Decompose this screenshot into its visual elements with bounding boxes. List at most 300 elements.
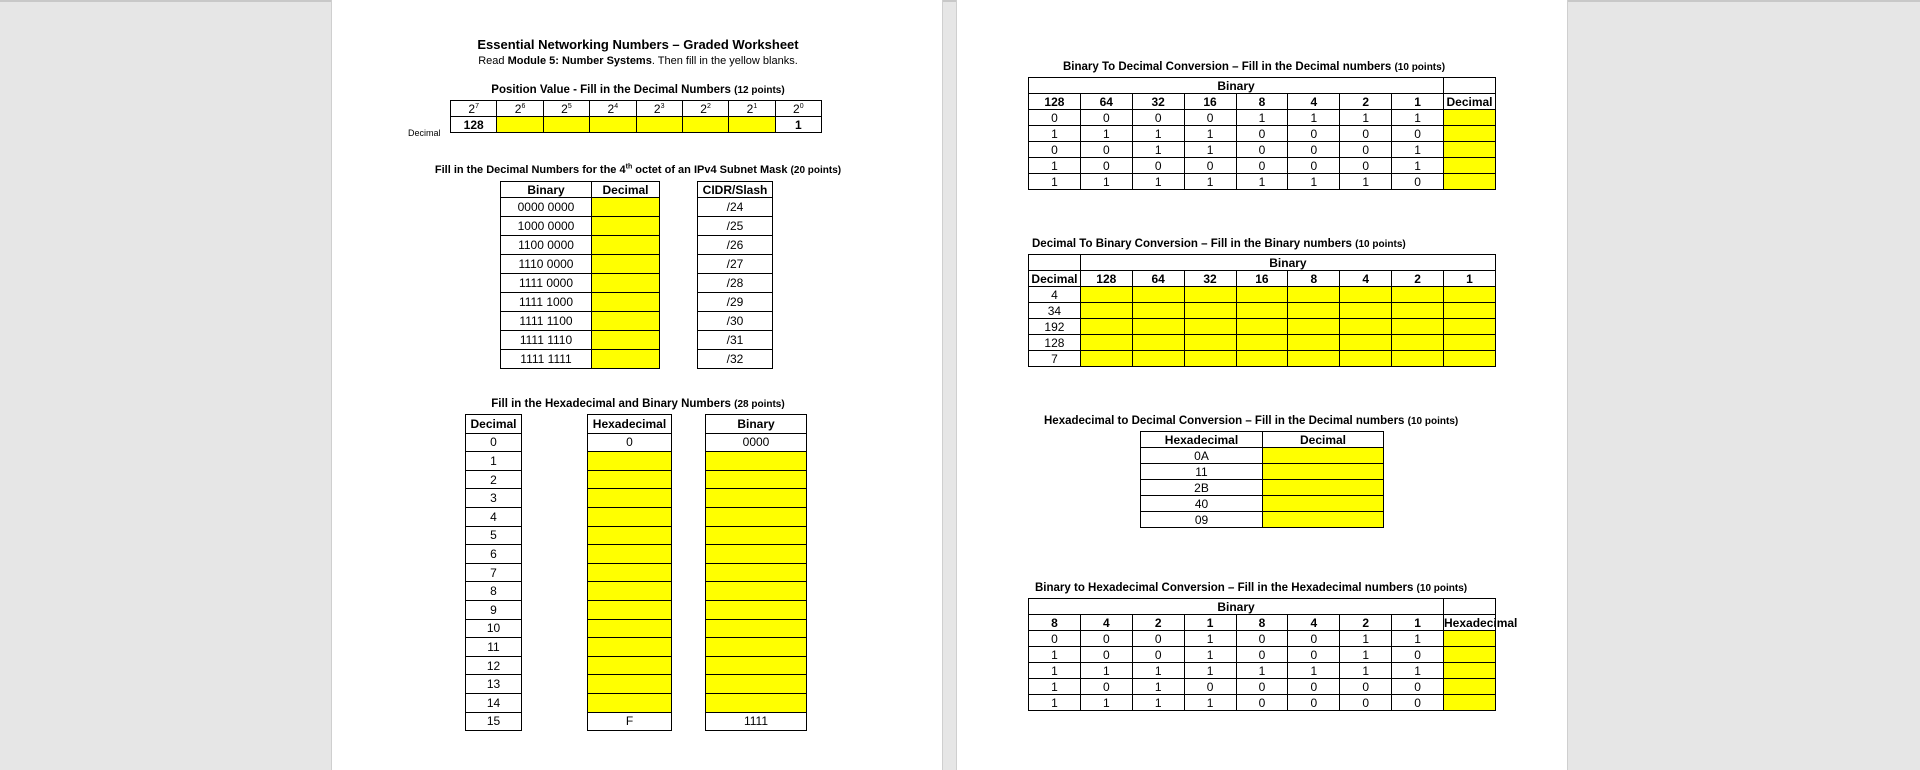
blank-hex-cell[interactable] <box>588 600 672 619</box>
bit-weight-header: 16 <box>1236 271 1288 287</box>
blank-bit-cell[interactable] <box>1184 287 1236 303</box>
base: 2 <box>561 101 568 116</box>
blank-hex-cell[interactable] <box>588 563 672 582</box>
blank-hex-cell[interactable] <box>588 489 672 508</box>
col-header-hexadecimal: Hexadecimal <box>1141 432 1263 448</box>
bit-cell: 0 <box>1340 158 1392 174</box>
blank-hex-cell[interactable] <box>588 619 672 638</box>
blank-binary-cell[interactable] <box>706 489 807 508</box>
blank-hex-cell[interactable] <box>588 675 672 694</box>
blank-decimal-cell[interactable] <box>592 350 660 369</box>
blank-hex-cell[interactable] <box>588 693 672 712</box>
blank-decimal-cell[interactable] <box>592 255 660 274</box>
bit-cell: 1 <box>1340 631 1392 647</box>
blank-decimal-cell[interactable] <box>1444 126 1496 142</box>
blank-binary-cell[interactable] <box>706 563 807 582</box>
cidr-cell: /27 <box>698 255 773 274</box>
blank-binary-cell[interactable] <box>706 600 807 619</box>
exponent: 3 <box>660 102 665 110</box>
bit-cell: 1 <box>1184 174 1236 190</box>
table-row <box>588 470 672 489</box>
decimal-cell: 12 <box>466 656 522 675</box>
table-row <box>466 489 522 508</box>
bit-cell: 0 <box>1080 158 1132 174</box>
blank-bit-cell[interactable] <box>1236 319 1288 335</box>
group-header-binary: Binary <box>1029 599 1444 615</box>
decimal-cell: 6 <box>466 545 522 564</box>
col-header-hexadecimal: Hexadecimal <box>588 415 672 434</box>
bit-cell: 1 <box>1184 142 1236 158</box>
table-row <box>1029 335 1496 351</box>
table-row <box>1029 287 1496 303</box>
binary-cell: 0000 <box>706 433 807 452</box>
table-row <box>706 526 807 545</box>
table-row <box>706 675 807 694</box>
exponent: 1 <box>753 102 758 110</box>
blank-decimal-cell[interactable] <box>592 293 660 312</box>
bit-cell: 0 <box>1080 647 1132 663</box>
blank-bit-cell[interactable] <box>1132 303 1184 319</box>
blank-bit-cell[interactable] <box>1080 319 1132 335</box>
blank-bit-cell[interactable] <box>1288 351 1340 367</box>
blank-bit-cell[interactable] <box>1132 335 1184 351</box>
cidr-cell: /28 <box>698 274 773 293</box>
blank-binary-cell[interactable] <box>706 693 807 712</box>
table-row <box>588 712 672 731</box>
blank-bit-cell[interactable] <box>1340 335 1392 351</box>
table-row <box>1029 126 1496 142</box>
blank-bit-cell[interactable] <box>1392 319 1444 335</box>
bit-cell: 0 <box>1236 679 1288 695</box>
blank-bit-cell[interactable] <box>1392 303 1444 319</box>
blank-binary-cell[interactable] <box>706 638 807 657</box>
table-row <box>501 255 660 274</box>
bit-cell: 1 <box>1392 110 1444 126</box>
blank-bit-cell[interactable] <box>1288 303 1340 319</box>
blank-decimal-cell[interactable] <box>1263 512 1384 528</box>
decimal-cell: 1 <box>466 452 522 471</box>
bit-cell: 0 <box>1340 142 1392 158</box>
table-row <box>1029 679 1496 695</box>
decimal-cell: 3 <box>466 489 522 508</box>
decimal-cell: 7 <box>1029 351 1081 367</box>
blank-decimal-cell[interactable] <box>592 198 660 217</box>
blank-bit-cell[interactable] <box>1236 287 1288 303</box>
worksheet-page-1 <box>331 0 943 770</box>
bit-cell: 0 <box>1132 158 1184 174</box>
blank-binary-cell[interactable] <box>706 619 807 638</box>
blank-bit-cell[interactable] <box>1288 319 1340 335</box>
table-row <box>466 433 522 452</box>
blank-decimal-cell[interactable] <box>636 117 682 133</box>
table-row <box>466 470 522 489</box>
base: 2 <box>653 101 661 116</box>
table-row <box>588 526 672 545</box>
bit-cell: 1 <box>1029 695 1081 711</box>
power-of-two-header <box>590 101 636 117</box>
table-row <box>698 293 773 312</box>
bit-cell: 0 <box>1236 631 1288 647</box>
cidr-cell: /30 <box>698 312 773 331</box>
hex-binary-decimal-column <box>465 414 522 731</box>
table-row <box>466 619 522 638</box>
base: 2 <box>514 101 522 116</box>
blank-bit-cell[interactable] <box>1340 303 1392 319</box>
bit-cell: 0 <box>1236 158 1288 174</box>
table-row <box>1141 464 1384 480</box>
blank-bit-cell[interactable] <box>1184 351 1236 367</box>
bit-cell: 1 <box>1132 695 1184 711</box>
power-of-two-header <box>451 101 497 117</box>
decimal-cell: 0 <box>466 433 522 452</box>
col-header-cidr: CIDR/Slash <box>698 182 773 198</box>
worksheet-title: Essential Networking Numbers – Graded Worksheet <box>477 37 799 52</box>
subnet-mask-table <box>500 181 660 369</box>
table-row <box>706 693 807 712</box>
base: 2 <box>793 101 800 116</box>
table-row <box>588 675 672 694</box>
blank-decimal-cell[interactable] <box>592 312 660 331</box>
bit-weight-header: 32 <box>1132 94 1184 110</box>
blank-hex-cell[interactable] <box>588 507 672 526</box>
bit-cell: 0 <box>1288 679 1340 695</box>
hex-cell: 09 <box>1141 512 1263 528</box>
blank-binary-cell[interactable] <box>706 507 807 526</box>
col-header-decimal: Decimal <box>1444 94 1496 110</box>
blank-decimal-cell[interactable] <box>1263 480 1384 496</box>
bit-weight-header: 2 <box>1340 615 1392 631</box>
bin-to-hex-title: Binary to Hexadecimal Conversion – Fill in the Hexadecimal numbers (10 points) <box>1035 582 1468 594</box>
table-row <box>466 582 522 601</box>
blank-bit-cell[interactable] <box>1080 351 1132 367</box>
table-row <box>588 507 672 526</box>
table-row <box>706 656 807 675</box>
cidr-cell: /25 <box>698 217 773 236</box>
blank-hex-cell[interactable] <box>588 452 672 471</box>
exponent: 2 <box>706 102 711 110</box>
table-row <box>698 331 773 350</box>
blank-decimal-cell[interactable] <box>682 117 728 133</box>
bit-cell: 1 <box>1132 142 1184 158</box>
blank-binary-cell[interactable] <box>706 582 807 601</box>
bit-cell: 0 <box>1288 695 1340 711</box>
bit-cell: 1 <box>1392 631 1444 647</box>
bin-to-dec-title: Binary To Decimal Conversion – Fill in the Decimal numbers (10 points) <box>1063 61 1446 73</box>
blank-hex-cell[interactable] <box>588 638 672 657</box>
bit-weight-header: 16 <box>1184 94 1236 110</box>
table-row <box>466 545 522 564</box>
bit-cell: 1 <box>1340 174 1392 190</box>
bit-cell: 1 <box>1029 158 1081 174</box>
blank-decimal-cell[interactable] <box>543 117 589 133</box>
binary-cell: 1111 1100 <box>501 312 592 331</box>
blank-decimal-cell[interactable] <box>592 331 660 350</box>
bit-cell: 0 <box>1288 142 1340 158</box>
bit-cell: 1 <box>1184 695 1236 711</box>
bit-cell: 1 <box>1236 174 1288 190</box>
bit-weight-header: 8 <box>1236 94 1288 110</box>
bit-weight-header: 32 <box>1184 271 1236 287</box>
bit-cell: 1 <box>1184 663 1236 679</box>
subnet-mask-title: Fill in the Decimal Numbers for the 4th octet of an IPv4 Subnet Mask (20 points) <box>434 163 842 176</box>
table-row <box>698 198 773 217</box>
blank-decimal-cell[interactable] <box>1444 174 1496 190</box>
table-row <box>1141 448 1384 464</box>
hex-binary-title: Fill in the Hexadecimal and Binary Numbers (28 points) <box>491 398 785 410</box>
blank-binary-cell[interactable] <box>706 656 807 675</box>
blank-binary-cell[interactable] <box>706 545 807 564</box>
decimal-cell: 8 <box>466 582 522 601</box>
blank-bit-cell[interactable] <box>1080 335 1132 351</box>
bit-cell: 1 <box>1392 663 1444 679</box>
blank-hex-cell[interactable] <box>588 526 672 545</box>
worksheet-page-2 <box>956 0 1568 770</box>
table-row <box>588 433 672 452</box>
bit-cell: 1 <box>1236 663 1288 679</box>
hex-to-dec-title: Hexadecimal to Decimal Conversion – Fill in the Decimal numbers (10 points) <box>1044 415 1459 427</box>
bit-cell: 0 <box>1236 126 1288 142</box>
bit-weight-header: 8 <box>1029 615 1081 631</box>
binary-cell: 1110 0000 <box>501 255 592 274</box>
dec-to-bin-table <box>1028 254 1496 367</box>
bit-weight-header: 2 <box>1340 94 1392 110</box>
blank-bit-cell[interactable] <box>1288 335 1340 351</box>
blank-decimal-cell[interactable] <box>590 117 636 133</box>
bit-cell: 1 <box>1080 695 1132 711</box>
table-row <box>698 217 773 236</box>
blank-hex-cell[interactable] <box>1444 679 1496 695</box>
table-row <box>501 274 660 293</box>
col-header-decimal: Decimal <box>592 182 660 198</box>
bit-weight-header: 64 <box>1132 271 1184 287</box>
blank-hex-cell[interactable] <box>1444 647 1496 663</box>
col-header-binary: Binary <box>706 415 807 434</box>
binary-cell: 1111 1110 <box>501 331 592 350</box>
hex-binary-hex-column <box>587 414 672 731</box>
table-row <box>1029 303 1496 319</box>
bit-cell: 1 <box>1184 631 1236 647</box>
blank-decimal-cell[interactable] <box>729 117 775 133</box>
bit-cell: 0 <box>1288 126 1340 142</box>
bit-cell: 0 <box>1392 647 1444 663</box>
blank-bit-cell[interactable] <box>1184 303 1236 319</box>
blank-hex-cell[interactable] <box>1444 631 1496 647</box>
blank-decimal-cell[interactable] <box>1444 110 1496 126</box>
blank-decimal-cell[interactable] <box>592 236 660 255</box>
bit-cell: 0 <box>1340 126 1392 142</box>
blank-bit-cell[interactable] <box>1080 303 1132 319</box>
blank-bit-cell[interactable] <box>1236 335 1288 351</box>
position-value-table <box>450 100 822 133</box>
power-of-two-header <box>636 101 682 117</box>
table-row <box>501 217 660 236</box>
blank-bit-cell[interactable] <box>1340 319 1392 335</box>
blank-decimal-cell[interactable] <box>1444 142 1496 158</box>
blank-binary-cell[interactable] <box>706 526 807 545</box>
blank-decimal-cell[interactable] <box>1263 496 1384 512</box>
table-row <box>1029 319 1496 335</box>
bit-cell: 0 <box>1184 158 1236 174</box>
power-of-two-header <box>682 101 728 117</box>
table-row <box>501 331 660 350</box>
decimal-cell: 34 <box>1029 303 1081 319</box>
bit-cell: 1 <box>1029 647 1081 663</box>
decimal-cell: 7 <box>466 563 522 582</box>
blank-decimal-cell[interactable] <box>592 217 660 236</box>
table-row <box>588 452 672 471</box>
bit-cell: 0 <box>1080 142 1132 158</box>
blank-hex-cell[interactable] <box>588 545 672 564</box>
bit-cell: 1 <box>1029 174 1081 190</box>
bit-weight-header: 4 <box>1340 271 1392 287</box>
blank-bit-cell[interactable] <box>1288 287 1340 303</box>
table-row <box>698 255 773 274</box>
col-header-decimal: Decimal <box>1263 432 1384 448</box>
bit-cell: 0 <box>1080 679 1132 695</box>
bit-cell: 1 <box>1340 110 1392 126</box>
table-row <box>466 693 522 712</box>
bit-cell: 1 <box>1029 663 1081 679</box>
blank-binary-cell[interactable] <box>706 452 807 471</box>
bit-cell: 0 <box>1288 647 1340 663</box>
bit-cell: 0 <box>1236 695 1288 711</box>
blank-bit-cell[interactable] <box>1444 287 1496 303</box>
blank-bit-cell[interactable] <box>1392 351 1444 367</box>
table-row <box>706 507 807 526</box>
bit-cell: 0 <box>1029 631 1081 647</box>
table-row <box>1029 158 1496 174</box>
blank-bit-cell[interactable] <box>1392 335 1444 351</box>
bit-cell: 1 <box>1340 663 1392 679</box>
blank-decimal-cell[interactable] <box>592 274 660 293</box>
blank-decimal-cell[interactable] <box>1444 158 1496 174</box>
power-of-two-header <box>729 101 775 117</box>
table-row <box>706 712 807 731</box>
bit-cell: 1 <box>1236 110 1288 126</box>
blank-hex-cell[interactable] <box>1444 695 1496 711</box>
bit-cell: 1 <box>1392 158 1444 174</box>
col-header-binary: Binary <box>501 182 592 198</box>
cidr-cell: /32 <box>698 350 773 369</box>
bit-weight-header: 1 <box>1184 615 1236 631</box>
exponent: 7 <box>475 102 479 110</box>
blank-decimal-cell[interactable] <box>1263 464 1384 480</box>
bit-weight-header: 8 <box>1236 615 1288 631</box>
blank-bit-cell[interactable] <box>1236 351 1288 367</box>
hex-cell: 11 <box>1141 464 1263 480</box>
bit-cell: 1 <box>1288 110 1340 126</box>
blank-hex-cell[interactable] <box>588 656 672 675</box>
table-row <box>1029 695 1496 711</box>
table-row <box>588 563 672 582</box>
blank-binary-cell[interactable] <box>706 470 807 489</box>
blank-hex-cell[interactable] <box>588 582 672 601</box>
table-row <box>698 274 773 293</box>
table-row <box>1029 663 1496 679</box>
bit-weight-header: 1 <box>1444 271 1496 287</box>
table-row <box>706 470 807 489</box>
blank-decimal-cell[interactable] <box>1263 448 1384 464</box>
table-row <box>698 236 773 255</box>
blank-bit-cell[interactable] <box>1184 335 1236 351</box>
table-row <box>1029 351 1496 367</box>
binary-cell: 1111 1111 <box>501 350 592 369</box>
table-row <box>501 293 660 312</box>
bit-cell: 1 <box>1080 663 1132 679</box>
hex-cell: 40 <box>1141 496 1263 512</box>
bit-cell: 1 <box>1132 663 1184 679</box>
table-row <box>501 198 660 217</box>
decimal-cell: 4 <box>1029 287 1081 303</box>
blank-bit-cell[interactable] <box>1444 351 1496 367</box>
blank-binary-cell[interactable] <box>706 675 807 694</box>
blank-bit-cell[interactable] <box>1392 287 1444 303</box>
bit-cell: 1 <box>1080 174 1132 190</box>
binary-cell: 1100 0000 <box>501 236 592 255</box>
bit-cell: 1 <box>1029 679 1081 695</box>
decimal-cell: 14 <box>466 693 522 712</box>
blank-hex-cell[interactable] <box>1444 663 1496 679</box>
table-row <box>1029 142 1496 158</box>
blank-bit-cell[interactable] <box>1184 319 1236 335</box>
blank-bit-cell[interactable] <box>1080 287 1132 303</box>
table-row <box>501 350 660 369</box>
table-row <box>698 350 773 369</box>
blank-bit-cell[interactable] <box>1132 287 1184 303</box>
blank-bit-cell[interactable] <box>1132 351 1184 367</box>
decimal-cell: 2 <box>466 470 522 489</box>
table-row <box>466 563 522 582</box>
col-header-decimal: Decimal <box>466 415 522 434</box>
decimal-cell: 128 <box>1029 335 1081 351</box>
group-header-binary: Binary <box>1080 255 1495 271</box>
table-row <box>466 712 522 731</box>
blank-bit-cell[interactable] <box>1444 335 1496 351</box>
blank-bit-cell[interactable] <box>1340 287 1392 303</box>
decimal-value-cell: 1 <box>775 117 821 133</box>
blank-bit-cell[interactable] <box>1236 303 1288 319</box>
bit-cell: 0 <box>1236 647 1288 663</box>
table-row <box>466 452 522 471</box>
base: 2 <box>607 101 615 116</box>
blank-bit-cell[interactable] <box>1444 303 1496 319</box>
bit-cell: 0 <box>1288 158 1340 174</box>
cidr-cell: /29 <box>698 293 773 312</box>
position-value-row-label: Decimal <box>408 128 441 138</box>
blank-bit-cell[interactable] <box>1132 319 1184 335</box>
bit-cell: 1 <box>1132 174 1184 190</box>
table-row <box>1029 174 1496 190</box>
bit-cell: 0 <box>1392 126 1444 142</box>
blank-hex-cell[interactable] <box>588 470 672 489</box>
bit-cell: 0 <box>1029 110 1081 126</box>
blank-bit-cell[interactable] <box>1340 351 1392 367</box>
table-row <box>501 312 660 331</box>
table-row <box>466 656 522 675</box>
bit-cell: 1 <box>1184 126 1236 142</box>
blank-decimal-cell[interactable] <box>497 117 543 133</box>
decimal-value-cell: 128 <box>451 117 497 133</box>
decimal-cell: 9 <box>466 600 522 619</box>
table-row <box>466 675 522 694</box>
table-row <box>706 563 807 582</box>
bit-cell: 1 <box>1288 174 1340 190</box>
bit-weight-header: 1 <box>1392 615 1444 631</box>
blank-bit-cell[interactable] <box>1444 319 1496 335</box>
bit-cell: 1 <box>1080 126 1132 142</box>
table-row <box>588 600 672 619</box>
bit-cell: 0 <box>1392 679 1444 695</box>
